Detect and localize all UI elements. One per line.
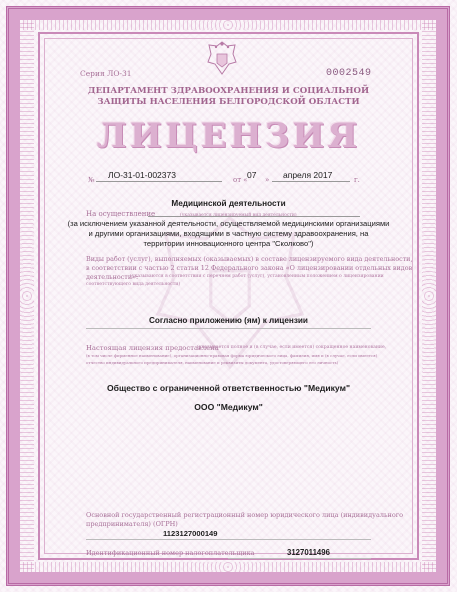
- license-day: 07: [247, 170, 257, 180]
- ministry-line-2: ЗАЩИТЫ НАСЕЛЕНИЯ БЕЛГОРОДСКОЙ ОБЛАСТИ: [97, 97, 360, 107]
- inn-label: Идентификационный номер налогоплательщика: [86, 549, 255, 557]
- organization-full-name: Общество с ограниченной ответственностью "Медикум": [106, 383, 351, 393]
- frame-pattern-right: [422, 20, 436, 572]
- license-month-year: апреля 2017: [283, 170, 333, 180]
- issued-to-label: Настоящая лицензия предоставлена: [86, 344, 219, 352]
- frame-pattern-left: [20, 20, 34, 572]
- works-line-4-hint: соответствующего вида деятельности): [86, 282, 181, 287]
- number-underline: [96, 181, 222, 182]
- ogrn-underline: [86, 539, 371, 540]
- inn-value: 3127011496: [287, 548, 330, 557]
- document-title: ЛИЦЕНЗИЯ: [96, 116, 361, 156]
- series-label: Серия ЛО-31: [80, 69, 132, 78]
- date-from-label: от «: [233, 176, 248, 184]
- coat-of-arms-icon: [205, 40, 239, 78]
- works-value: Согласно приложению (ям) к лицензии: [149, 316, 308, 325]
- works-line-3-label: деятельности»:: [86, 273, 139, 281]
- ogrn-value: 1123127000149: [163, 529, 218, 538]
- works-line-1: Виды работ (услуг), выполняемых (оказываемых) в составе лицензируемого вида деятельности,: [86, 255, 413, 263]
- inn-underline: [228, 558, 371, 559]
- works-line-3-hint: (указываются в соответствии с перечнем работ (услуг), установленным положением о лицензировании: [130, 274, 384, 279]
- ogrn-label-2: предпринимателя) (ОГРН): [86, 520, 178, 528]
- works-underline: [86, 328, 371, 329]
- activity-label: На осуществление: [86, 210, 156, 218]
- frame-pattern-top: [20, 20, 436, 30]
- year-suffix: г.: [354, 176, 360, 184]
- date-underline: [272, 181, 350, 182]
- frame-pattern-bottom: [20, 562, 436, 572]
- license-number: ЛО-31-01-002373: [108, 170, 176, 180]
- organization-short-name: ООО "Медикум": [194, 402, 263, 412]
- activity-value: Медицинской деятельности: [171, 199, 286, 208]
- issued-to-hint-2: (в том числе фирменное наименование), организационно-правовая форма юридического лица, фамилия, имя и (в случае, если имеется): [86, 353, 378, 358]
- day-close-quote: »: [265, 176, 270, 184]
- works-line-2: в соответствии с частью 2 статьи 12 Федерального закона «О лицензировании отдельных видов: [86, 264, 413, 272]
- ogrn-label-1: Основной государственный регистрационный номер юридического лица (индивидуального: [86, 511, 404, 519]
- issued-to-hint-3: отчество индивидуального предпринимателя, наименование и реквизиты документа, удостоверяющего его личность): [86, 360, 339, 365]
- serial-number: 0002549: [326, 68, 372, 79]
- activity-hint: (указывается лицензируемый вид деятельности): [180, 213, 297, 218]
- activity-description-3: территории инновационного центра "Сколково"): [143, 239, 314, 248]
- issued-to-hint-1: (указывается полное и (в случае, если имеется) сокращенное наименование,: [197, 345, 387, 350]
- activity-description-1: (за исключением указанной деятельности, осуществляемой медицинскими организациями: [67, 219, 390, 228]
- activity-description-2: и другими организациями, входящими в частную систему здравоохранения, на: [88, 229, 369, 238]
- number-prefix: №: [88, 176, 95, 184]
- ministry-line-1: ДЕПАРТАМЕНТ ЗДРАВООХРАНЕНИЯ И СОЦИАЛЬНОЙ: [87, 86, 370, 96]
